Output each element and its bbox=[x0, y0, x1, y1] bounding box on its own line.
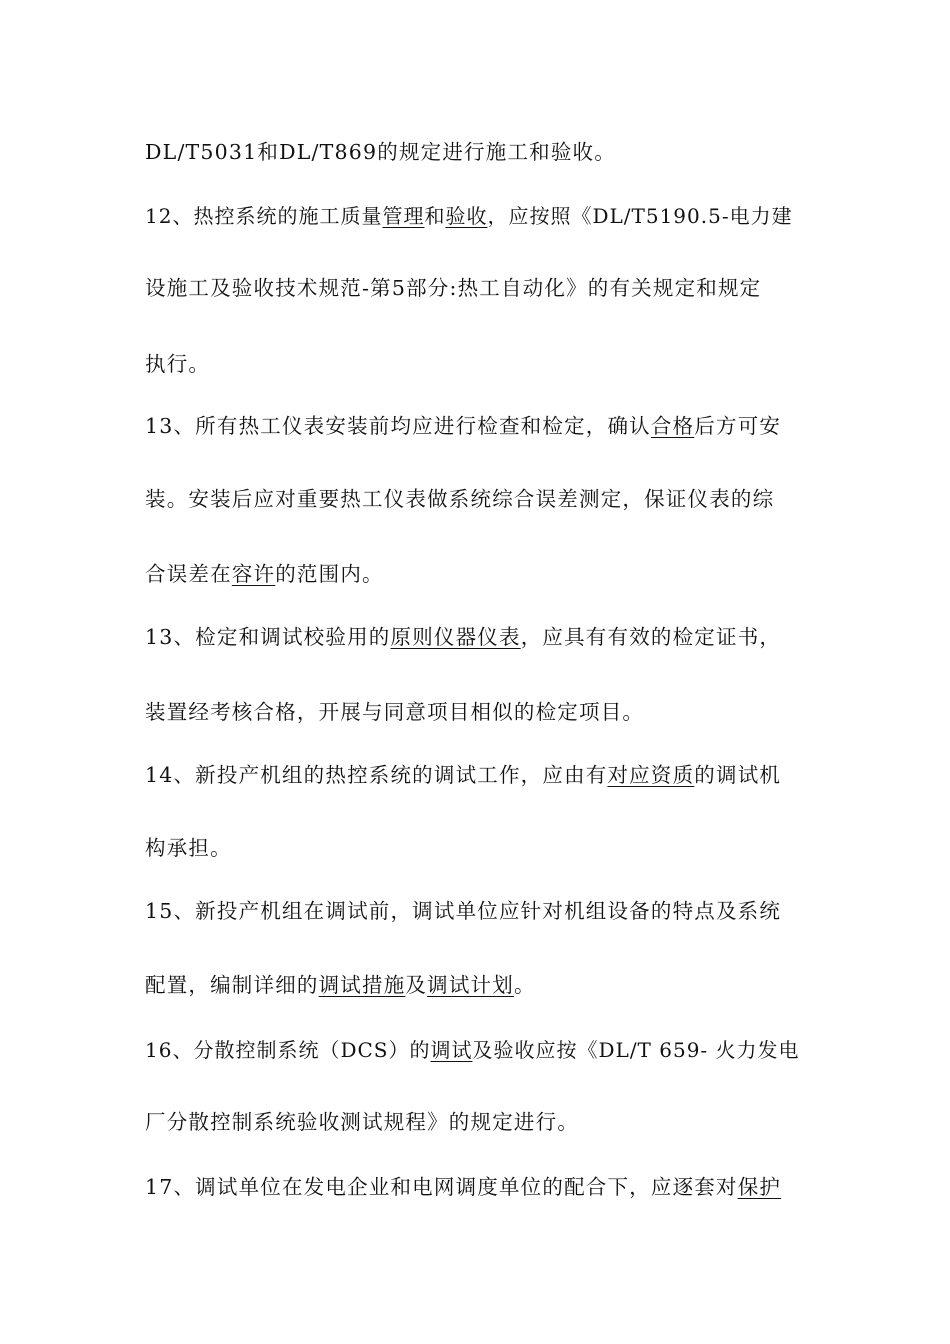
underlined-term: 对应资质 bbox=[607, 763, 695, 787]
text-run: 合误差在 bbox=[145, 562, 232, 586]
text-line-12 bbox=[145, 896, 810, 926]
text-run: ，应具有有效的检定证书， bbox=[520, 625, 782, 649]
text-line-1 bbox=[145, 137, 810, 167]
text-run: 配置，编制详细的 bbox=[145, 973, 319, 997]
text-run: 装置经考核合格，开展与同意项目相似的检定项目。 bbox=[145, 700, 645, 724]
text-run: 的范围内。 bbox=[275, 562, 384, 586]
text-line-16 bbox=[145, 1172, 810, 1202]
text-line-15 bbox=[145, 1107, 810, 1137]
underlined-term: 调试 bbox=[430, 1038, 473, 1062]
underlined-term: 容许 bbox=[231, 562, 276, 586]
text-line-11 bbox=[145, 833, 810, 863]
underlined-term: 调试措施 bbox=[318, 973, 406, 997]
text-line-10 bbox=[145, 760, 810, 790]
text-run: 构承担。 bbox=[145, 836, 232, 860]
text-line-13 bbox=[145, 970, 810, 1000]
text-line-2 bbox=[145, 201, 810, 231]
text-run: 执行。 bbox=[145, 352, 211, 376]
text-line-7 bbox=[145, 559, 810, 589]
text-run: 17、调试单位在发电企业和电网调度单位的配合下，应逐套对 bbox=[145, 1175, 738, 1199]
underlined-term: 管理 bbox=[382, 204, 425, 228]
text-run: DL/T5031和DL/T869的规定进行施工和验收。 bbox=[145, 140, 616, 164]
text-line-3 bbox=[145, 273, 810, 303]
text-run: 和 bbox=[424, 204, 446, 228]
text-run: 的调试机 bbox=[694, 763, 782, 787]
text-run: 厂分散控制系统验收测试规程》的规定进行。 bbox=[145, 1110, 579, 1134]
text-run: 。 bbox=[513, 973, 536, 997]
text-run: 13、所有热工仪表安装前均应进行检查和检定，确认 bbox=[145, 414, 651, 438]
text-run: 及验收应按《DL/T 659- 火力发电 bbox=[472, 1038, 800, 1062]
text-run: 后方可安 bbox=[694, 414, 782, 438]
text-run: 装。安装后应对重要热工仪表做系统综合误差测定，保证仪表的综 bbox=[145, 487, 775, 511]
underlined-term: 保护 bbox=[737, 1175, 782, 1199]
text-run: 及 bbox=[405, 973, 428, 997]
text-line-4 bbox=[145, 349, 810, 379]
text-run: 16、分散控制系统（DCS）的 bbox=[145, 1038, 431, 1062]
underlined-term: 原则仪器仪表 bbox=[390, 625, 521, 649]
text-run: 15、新投产机组在调试前，调试单位应针对机组设备的特点及系统 bbox=[145, 899, 782, 923]
text-run: 13、检定和调试校验用的 bbox=[145, 625, 391, 649]
text-run: 14、新投产机组的热控系统的调试工作，应由有 bbox=[145, 763, 608, 787]
text-line-14 bbox=[145, 1035, 810, 1065]
underlined-term: 合格 bbox=[650, 414, 695, 438]
text-line-8 bbox=[145, 622, 810, 652]
text-line-5 bbox=[145, 411, 810, 441]
underlined-term: 验收 bbox=[445, 204, 488, 228]
text-run: 设施工及验收技术规范-第5部分:热工自动化》的有关规定和规定 bbox=[145, 276, 762, 300]
text-run: ，应按照《DL/T5190.5-电力建 bbox=[487, 204, 793, 228]
text-line-9 bbox=[145, 697, 810, 727]
underlined-term: 调试计划 bbox=[427, 973, 514, 997]
text-line-6 bbox=[145, 484, 810, 514]
text-run: 12、热控系统的施工质量 bbox=[145, 204, 383, 228]
